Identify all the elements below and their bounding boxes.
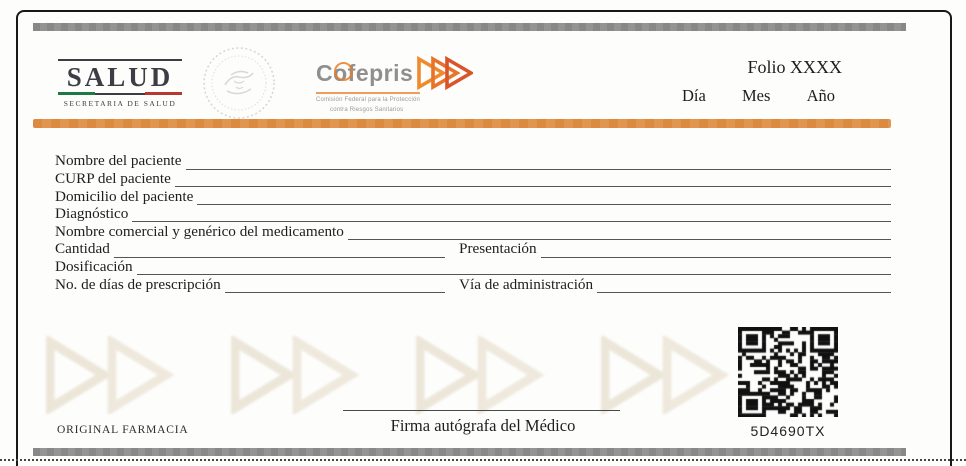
watermark-chevron-icon	[601, 336, 736, 414]
cofepris-tagline-line1: Comisión Federal para la Protección	[316, 97, 421, 103]
watermark-chevron-icon	[416, 336, 551, 414]
signature-line	[343, 410, 620, 411]
form-fields	[55, 152, 891, 293]
date-year-label: Año	[806, 86, 835, 105]
salud-logo-topline	[58, 59, 182, 61]
top-gray-bar	[33, 23, 906, 31]
field-row-diagnosis	[55, 205, 891, 223]
cofepris-underline	[316, 92, 420, 94]
cofepris-tagline-line2: contra Riesgos Sanitarios	[330, 106, 404, 113]
cofepris-wordmark: Cofepris	[316, 59, 414, 86]
cofepris-o-ring-icon	[334, 62, 353, 81]
field-label: Domicilio del paciente	[55, 187, 194, 205]
field-fill-line	[197, 186, 891, 205]
cofepris-tagline	[316, 96, 486, 115]
field-row-curp	[55, 170, 891, 188]
field-fill-line	[175, 169, 891, 188]
bottom-gray-bar	[33, 448, 906, 456]
field-row-days-route	[55, 275, 891, 293]
perforation-dotted-line	[0, 459, 966, 461]
qr-block	[736, 327, 840, 439]
field-label: Presentación	[459, 240, 537, 258]
salud-logo-title: SALUD	[66, 62, 174, 92]
field-fill-line	[597, 274, 891, 293]
orange-divider-bar	[33, 119, 891, 128]
watermark-arrows	[46, 336, 766, 416]
field-fill-line	[348, 221, 891, 240]
date-day-label: Día	[682, 86, 706, 105]
field-row-quantity-presentation	[55, 240, 891, 258]
field-row-patient-name	[55, 152, 891, 170]
cofepris-logo	[316, 55, 486, 115]
field-col-days	[55, 277, 445, 293]
field-label: Nombre comercial y genérico del medicamento	[55, 222, 344, 240]
field-fill-line	[132, 204, 891, 223]
field-label: Cantidad	[55, 240, 110, 258]
qr-code-icon	[738, 327, 838, 417]
watermark-chevron-icon	[46, 336, 181, 414]
folio-block	[662, 57, 852, 106]
field-row-dosage	[55, 258, 891, 276]
field-fill-line	[225, 292, 445, 293]
field-label: Vía de administración	[459, 275, 594, 293]
copy-type-label: ORIGINAL FARMACIA	[57, 424, 189, 436]
field-row-address	[55, 187, 891, 205]
field-fill-line	[541, 239, 891, 258]
date-labels-row	[662, 86, 852, 106]
flag-red-segment	[145, 92, 182, 95]
flag-green-segment	[58, 92, 95, 95]
qr-code-text: 5D4690TX	[750, 423, 826, 439]
signature-label: Firma autógrafa del Médico	[390, 416, 576, 435]
cofepris-arrows-icon	[417, 55, 473, 91]
field-label: CURP del paciente	[55, 169, 171, 187]
field-label: Dosificación	[55, 257, 133, 275]
cofepris-logo-row	[316, 55, 486, 91]
field-label: Diagnóstico	[55, 205, 129, 223]
field-row-medication-name	[55, 222, 891, 240]
field-fill-line	[137, 257, 891, 276]
field-col-quantity	[55, 241, 445, 257]
field-label: Nombre del paciente	[55, 152, 182, 170]
salud-logo-subtitle: SECRETARIA DE SALUD	[63, 99, 177, 109]
field-fill-line	[186, 151, 891, 170]
field-label: No. de días de prescripción	[55, 275, 221, 293]
watermark-chevron-icon	[231, 336, 366, 414]
flag-dark-segment	[95, 93, 145, 95]
salud-logo-flag-line	[58, 92, 182, 95]
government-seal-icon	[201, 45, 277, 121]
salud-logo	[58, 59, 182, 108]
folio-label: Folio XXXX	[747, 57, 842, 77]
date-month-label: Mes	[741, 86, 771, 105]
